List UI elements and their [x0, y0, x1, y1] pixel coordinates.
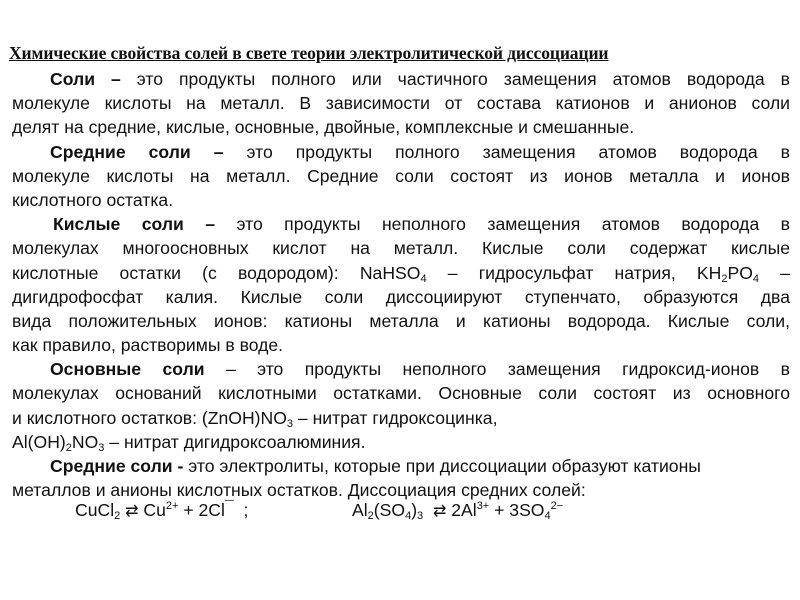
text-span: PO [727, 262, 753, 283]
term-normal-salts-2: Средние соли - [50, 456, 184, 476]
term-acid-salts: Кислые соли – [53, 214, 216, 235]
text-span: Cu [138, 500, 166, 520]
text-span: это электролиты, которые при диссоциации образуют катионы [183, 456, 701, 476]
term-basic-salts: Основные соли [50, 359, 205, 380]
equilibrium-arrow-icon: ⇄ [432, 503, 447, 520]
text-span: Al [352, 500, 368, 520]
text-span: (SO [373, 500, 406, 520]
paragraph-line: как правило, растворимы в воде. [12, 335, 284, 356]
paragraph-line: кислотного остатка. [12, 189, 174, 210]
paragraph-line: молекуле кислоты на металл. В зависимости от состава катионов и анионов соли [12, 93, 790, 114]
paragraph-line [12, 357, 790, 381]
paragraph-line: молекулах многоосновных кислот на металл. Кислые соли содержат кислые [12, 238, 790, 259]
subscript: 4 [544, 510, 551, 522]
text-span: это продукты неполного замещения атомов водорода в [236, 214, 790, 235]
term-normal-salts: Средние соли – [50, 141, 224, 162]
equation-al2so43 [352, 500, 563, 521]
paragraph-line [12, 140, 790, 164]
superscript: 2− [550, 500, 564, 512]
paragraph-line: делят на средние, кислые, основные, двойные, комплексные и смешанные. [12, 117, 635, 138]
paragraph-line: вида положительных ионов: катионы металла и катионы водорода. Кислые соли, [12, 310, 790, 331]
text-span: и кислотного остатков: (ZnOH)NO [12, 407, 287, 428]
subscript: 2 [367, 510, 374, 522]
subscript: 4 [420, 272, 427, 285]
equation-cucl2 [75, 500, 248, 521]
paragraph-line [12, 212, 790, 236]
text-span: кислотные остатки (с водородом): NaHSO [12, 262, 421, 283]
subscript: 4 [752, 272, 760, 285]
text-span: – [759, 262, 790, 283]
text-span: ; [233, 500, 249, 520]
superscript: 3+ [476, 500, 490, 512]
paragraph-line [12, 454, 790, 478]
text-span: + 2Cl [178, 500, 225, 520]
text-span: CuCl [75, 500, 115, 520]
equilibrium-arrow-icon: ⇄ [125, 503, 139, 520]
subscript: 2 [65, 441, 72, 454]
text-span: NO [71, 431, 99, 452]
term-salts: Соли – [50, 69, 121, 89]
paragraph-line [12, 430, 790, 454]
subscript: 3 [417, 510, 424, 522]
subscript: 3 [286, 417, 294, 430]
text-span: – нитрат дигидроксоалюминия. [104, 431, 366, 452]
superscript: 2+ [165, 500, 179, 512]
subscript: 4 [405, 510, 412, 522]
paragraph-line [12, 406, 790, 430]
text-span: 2Al [446, 500, 477, 520]
text-span: – нитрат гидроксоцинка, [293, 407, 498, 428]
text-span: Al(OH) [12, 431, 66, 452]
page-title: Химические свойства солей в свете теории электролитической диссоциации [9, 43, 609, 63]
subscript: 2 [721, 272, 728, 285]
paragraph-line: дигидрофосфат калия. Кислые соли диссоциируют ступенчато, образуются два [12, 286, 790, 307]
text-span: – гидросульфат натрия, KH [426, 262, 722, 283]
paragraph-line: молекуле кислоты на металл. Средние соли состоят из ионов металла и ионов [12, 165, 790, 186]
paragraph-line: металлов и анионы кислотных остатков. Диссоциация средних солей: [12, 480, 586, 501]
paragraph-line [12, 67, 790, 91]
document-body [12, 67, 790, 502]
subscript: 3 [98, 441, 105, 454]
superscript: ¯ [224, 499, 234, 516]
text-span: это продукты полного замещения атомов водорода в [246, 141, 790, 162]
text-span: + 3SO [489, 500, 545, 520]
paragraph-line [12, 261, 790, 285]
text-span: ) [411, 500, 418, 520]
text-span: – это продукты неполного замещения гидроксид-ионов в [204, 359, 790, 380]
subscript: 2 [114, 510, 121, 522]
text-span: это продукты полного или частичного замещения атомов водорода в [136, 69, 790, 89]
paragraph-line: молекулах оснований кислотными остатками. Основные соли состоят из основного [12, 383, 790, 404]
